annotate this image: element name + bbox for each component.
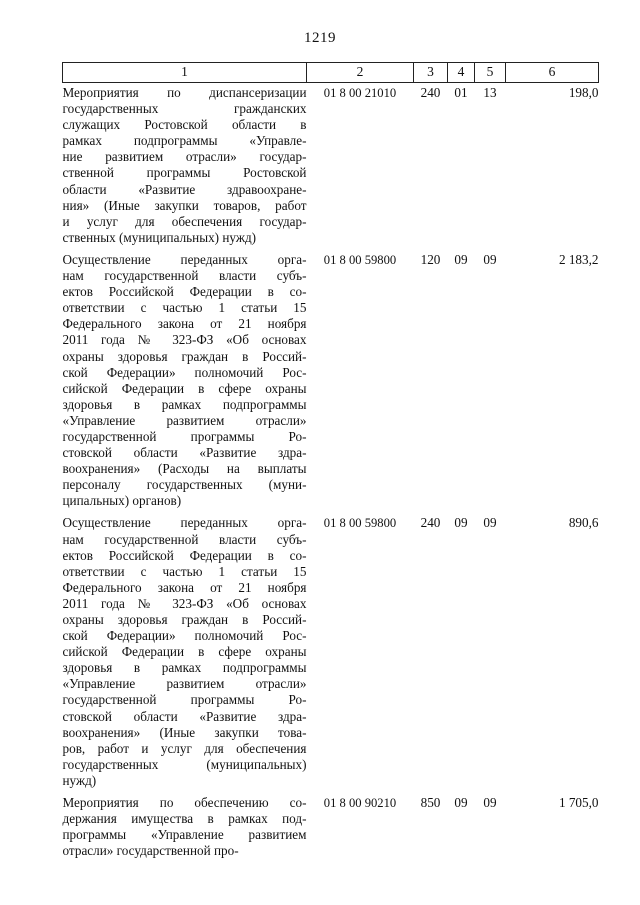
description-line: сийской Федерации в сфере охраны — [62, 644, 307, 660]
header-col-3: 3 — [414, 63, 448, 83]
description-line: ров, работ и услуг для обеспечения — [62, 740, 307, 756]
header-col-4: 4 — [448, 63, 475, 83]
description-line: ответствии с частью 1 статьи 15 — [62, 563, 307, 579]
description-line: служащих Ростовской области в — [62, 117, 307, 133]
row-subsection: 09 — [483, 251, 497, 267]
description-line: охраны здоровья граждан в Россий- — [62, 348, 307, 364]
description-line: держания имущества в рамках под- — [62, 811, 307, 827]
row-expense-type: 240 — [420, 85, 441, 100]
description-line: рамках подпрограммы «Управле- — [62, 133, 307, 149]
header-col-2: 2 — [307, 63, 414, 83]
description-line: ственных (муниципальных) нужд) — [62, 229, 257, 245]
row-subsection: 13 — [483, 85, 497, 100]
description-line: государственных (муниципальных) — [62, 756, 307, 772]
budget-table — [62, 62, 599, 865]
table-body — [63, 83, 599, 866]
row-expense-type: 240 — [420, 515, 441, 531]
header-col-6: 6 — [506, 63, 599, 83]
description-line: «Управление развитием отрасли» — [62, 412, 307, 428]
description-line: 2011 года № 323-ФЗ «Об основах — [62, 595, 307, 611]
description-line: стовской области «Развитие здра- — [62, 445, 307, 461]
description-line: ской Федерации» полномочий Рос- — [62, 628, 307, 644]
row-expense-type: 120 — [420, 251, 441, 267]
row-expense-type: 850 — [420, 795, 441, 811]
description-line: ственной программы Ростовской — [62, 165, 307, 181]
description-line: ципальных) органов) — [62, 493, 182, 509]
description-line: ектов Российской Федерации в со- — [62, 547, 307, 563]
description-line: Мероприятия по обеспечению со- — [62, 795, 307, 811]
description-line: здоровья в рамках подпрограммы — [62, 396, 307, 412]
description-line: ния» (Иные закупки товаров, работ — [62, 197, 307, 213]
description-line: ектов Российской Федерации в со- — [62, 284, 307, 300]
table-row — [63, 795, 599, 865]
row-amount: 2 183,2 — [558, 251, 599, 267]
description-line: воохранения» (Расходы на выплаты — [62, 461, 307, 477]
description-line: стовской области «Развитие здра- — [62, 708, 307, 724]
description-line: «Управление развитием отрасли» — [62, 676, 307, 692]
description-line: области «Развитие здравоохране- — [62, 181, 307, 197]
row-target-code: 01 8 00 90210 — [323, 796, 397, 811]
description-line: нужд) — [62, 772, 97, 788]
row-amount: 1 705,0 — [558, 795, 599, 811]
header-col-1: 1 — [63, 63, 307, 83]
description-line: Федерального закона от 21 ноября — [62, 579, 307, 595]
header-col-5: 5 — [475, 63, 506, 83]
description-line: персоналу государственных (муни- — [62, 477, 307, 493]
description-line: охраны здоровья граждан в Россий- — [62, 612, 307, 627]
row-amount: 198,0 — [568, 85, 599, 100]
page-number: 1219 — [304, 30, 336, 46]
description-line: здоровья в рамках подпрограммы — [62, 660, 307, 676]
row-description — [63, 795, 307, 865]
row-description — [63, 83, 307, 252]
row-amount: 890,6 — [568, 515, 599, 531]
description-line: нам государственной власти субъ- — [62, 531, 307, 547]
row-target-code: 01 8 00 59800 — [323, 516, 397, 531]
description-line: государственных гражданских — [62, 101, 307, 117]
description-line: программы «Управление развитием — [62, 827, 307, 843]
row-subsection: 09 — [483, 795, 497, 811]
description-line: государственной программы Ро- — [62, 692, 307, 708]
description-line: Мероприятия по диспансеризации — [62, 85, 307, 100]
description-line: ответствии с частью 1 статьи 15 — [62, 300, 307, 316]
description-line: ской Федерации» полномочий Рос- — [62, 364, 307, 380]
table-header-row — [63, 63, 599, 83]
description-line: 2011 года № 323-ФЗ «Об основах — [62, 332, 307, 348]
row-section: 09 — [454, 515, 468, 531]
row-section: 01 — [454, 85, 468, 100]
description-line: нам государственной власти субъ- — [62, 268, 307, 284]
row-target-code: 01 8 00 21010 — [323, 86, 397, 100]
description-line: отрасли» государственной про- — [62, 843, 239, 859]
description-line: ние развитием отрасли» государ- — [62, 149, 307, 165]
table-row — [63, 515, 599, 795]
row-description — [63, 252, 307, 516]
description-line: и услуг для обеспечения государ- — [62, 213, 307, 229]
row-description — [63, 515, 307, 795]
row-subsection: 09 — [483, 515, 497, 531]
description-line: государственной программы Ро- — [62, 428, 307, 444]
description-line: сийской Федерации в сфере охраны — [62, 380, 307, 396]
description-line: воохранения» (Иные закупки това- — [62, 724, 307, 740]
row-target-code: 01 8 00 59800 — [323, 252, 397, 267]
row-section: 09 — [454, 251, 468, 267]
table-row — [63, 252, 599, 516]
description-line: Осуществление переданных орга- — [62, 515, 307, 531]
table-row — [63, 83, 599, 252]
description-line: Федерального закона от 21 ноября — [62, 316, 307, 332]
row-section: 09 — [454, 795, 468, 811]
description-line: Осуществление переданных орга- — [62, 251, 307, 267]
